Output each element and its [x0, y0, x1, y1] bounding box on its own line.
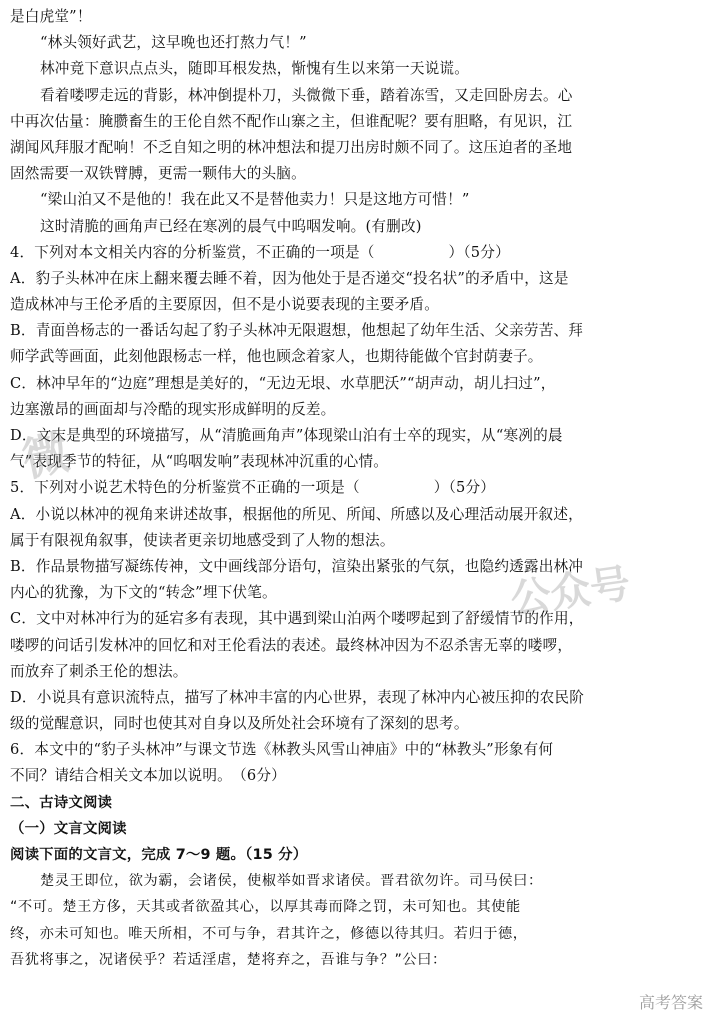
story-line: 湖闻风拜服才配响！不乏自知之明的林冲想法和提刀出房时颇不同了。这压迫者的圣地	[10, 138, 573, 156]
section-title: 二、古诗文阅读	[10, 794, 113, 811]
option-line: 而放弃了刺杀王伦的想法。	[10, 662, 188, 680]
classical-line: 吾犹将事之，况诸侯乎？若适淫虐，楚将弃之，吾谁与争？”公曰：	[10, 951, 447, 968]
story-line: 林冲竟下意识点点头，随即耳根发热，惭愧有生以来第一天说谎。	[40, 60, 470, 78]
option-line: B．青面兽杨志的一番话勾起了豹子头林冲无限遐想，他想起了幼年生活、父亲劳苦、拜	[10, 322, 584, 340]
question-stem: 4．下列对本文相关内容的分析鉴赏，不正确的一项是（ ）（5分）	[10, 243, 510, 261]
classical-line: 终，亦未可知也。唯天所相，不可与争，君其许之，修德以待其归。若归于德，	[10, 925, 528, 942]
option-line: C．文中对林冲行为的延宕多有表现，其中遇到梁山泊两个喽啰起到了舒缓情节的作用，	[10, 610, 584, 628]
question-4	[10, 240, 717, 476]
question-6	[10, 737, 717, 789]
option-line: 喽啰的问话引发林冲的回忆和对王伦看法的表述。最终林冲因为不忍杀害无辜的喽啰，	[10, 636, 573, 654]
option-line: C．林冲早年的“边庭”理想是美好的，“无边无垠、水草肥沃”“胡声动，胡儿扫过”，	[10, 374, 556, 392]
option-line: 级的觉醒意识，同时也使其对自身以及所处社会环境有了深刻的思考。	[10, 715, 469, 733]
watermark-corner-text: 高考答案	[638, 993, 703, 1012]
section-2-header	[10, 790, 717, 869]
option-line: 师学武等画面，此刻他跟杨志一样，他也顾念着家人，也期待能做个官封荫妻子。	[10, 348, 543, 366]
story-line: 这时清脆的画角声已经在寒冽的晨气中呜咽发响。(有删改)	[40, 217, 422, 235]
classical-line: “不可。楚王方侈，天其或者欲盈其心，以厚其毒而降之罚，未可知也。其使能	[10, 899, 521, 916]
option-line: A．豹子头林冲在床上翻来覆去睡不着，因为他处于是否递交“投名状”的矛盾中，这是	[10, 269, 569, 287]
option-line: 属于有限视角叙事，使读者更亲切地感受到了人物的想法。	[10, 531, 395, 549]
reading-instruction: 阅读下面的文言文，完成 7～9 题。（15 分）	[10, 847, 308, 863]
watermark-right: 公众号	[507, 560, 634, 624]
option-line: 内心的犹豫，为下文的“转念”埋下伏笔。	[10, 584, 277, 602]
subsection-title: （一）文言文阅读	[10, 820, 127, 837]
classical-line: 楚灵王即位，欲为霸，会诸侯，使椒举如晋求诸侯。晋君欲勿许。司马侯曰：	[40, 873, 543, 890]
option-line: 气”表现季节的特征，从“呜咽发响”表现林冲沉重的心情。	[10, 453, 389, 471]
option-line: B．作品景物描写凝练传神，文中画线部分语句，渲染出紧张的气氛，也隐约透露出林冲	[10, 557, 584, 575]
option-line: D．文末是典型的环境描写，从“清脆画角声”体现梁山泊有士卒的现实，从“寒冽的晨	[10, 427, 563, 444]
option-line: 边塞激昂的画面却与冷酷的现实形成鲜明的反差。	[10, 400, 336, 418]
story-line: 固然需要一双铁臂膊，更需一颗伟大的头脑。	[10, 165, 306, 183]
question-stem: 不同？请结合相关文本加以说明。 （6分）	[10, 767, 286, 785]
option-line: 造成林冲与王伦矛盾的主要原因，但不是小说要表现的主要矛盾。	[10, 296, 440, 314]
classical-passage	[10, 868, 717, 973]
story-line: 看着喽啰走远的背影，林冲倒提朴刀，头微微下垂，踏着冻雪，又走回卧房去。心	[40, 86, 573, 104]
option-line: A．小说以林冲的视角来讲述故事，根据他的所见、所闻、所感以及心理活动展开叙述，	[10, 505, 583, 523]
story-excerpt	[10, 4, 717, 240]
option-line: D．小说具有意识流特点，描写了林冲丰富的内心世界，表现了林冲内心被压抑的农民阶	[10, 688, 585, 706]
question-stem: 6．本文中的“豹子头林冲”与课文节选《林教头风雪山神庙》中的“林教头”形象有何	[10, 741, 554, 759]
story-line: 中再次估量：腌臜畜生的王伦自然不配作山寨之主，但谁配呢？要有胆略，有见识，江	[10, 112, 573, 130]
question-stem: 5．下列对小说艺术特色的分析鉴赏不正确的一项是（ ）（5分）	[10, 479, 496, 497]
story-line: “林头领好武艺，这早晚也还打熬力气！”	[40, 34, 307, 52]
story-line: “梁山泊又不是他的！我在此又不是替他卖力！只是这地方可惜！”	[40, 191, 470, 209]
story-line: 是白虎堂”！	[10, 8, 92, 25]
watermark-left: 微	[17, 424, 74, 488]
question-5	[10, 475, 717, 737]
